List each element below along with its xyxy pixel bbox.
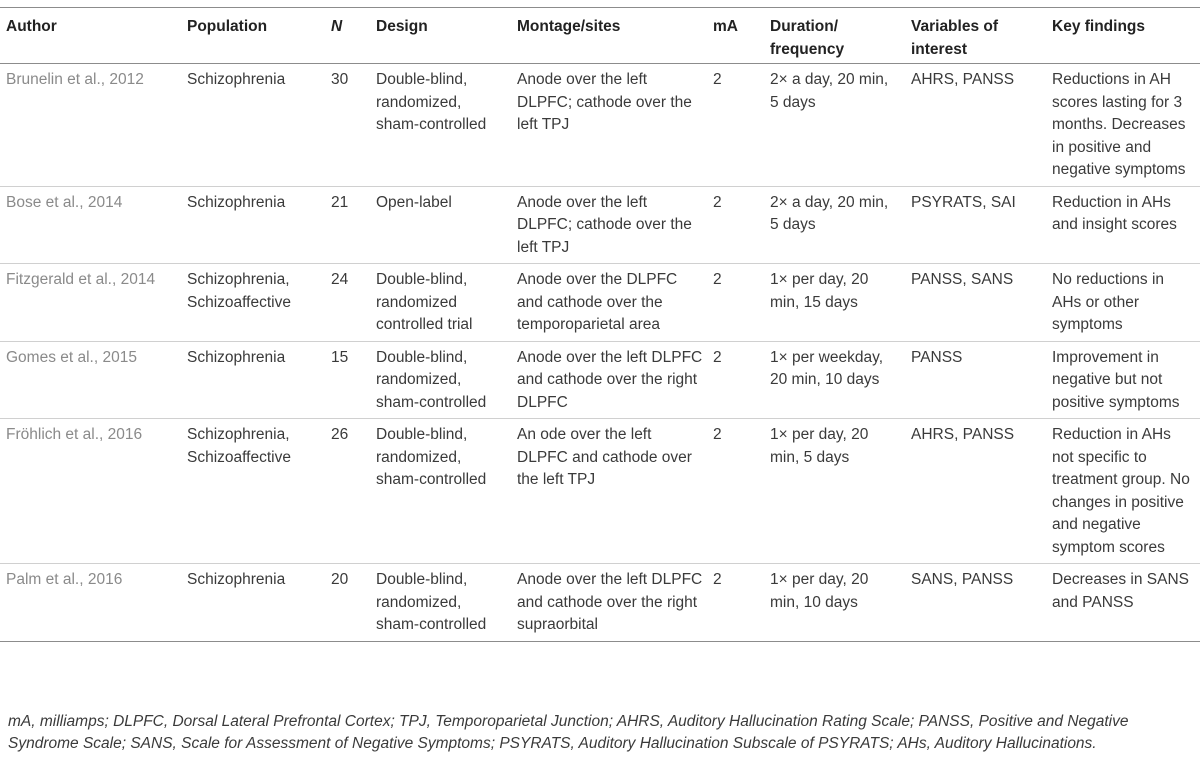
table-row	[0, 264, 1200, 342]
cell-n: 20	[325, 564, 370, 642]
cell-variables: PANSS, SANS	[905, 264, 1046, 342]
cell-n: 15	[325, 341, 370, 419]
cell-author: Fröhlich et al., 2016	[0, 419, 181, 564]
header-ma: mA	[707, 8, 764, 64]
cell-duration: 1× per day, 20 min, 5 days	[764, 419, 905, 564]
header-montage: Montage/sites	[511, 8, 707, 64]
cell-montage: Anode over the DLPFC and cathode over the temporoparietal area	[511, 264, 707, 342]
header-population: Population	[181, 8, 325, 64]
cell-author: Bose et al., 2014	[0, 186, 181, 264]
table-row	[0, 64, 1200, 187]
cell-variables: SANS, PANSS	[905, 564, 1046, 642]
cell-population: Schizophrenia	[181, 64, 325, 187]
header-row	[0, 8, 1200, 64]
cell-population: Schizophrenia	[181, 186, 325, 264]
cell-findings: Improvement in negative but not positive symptoms	[1046, 341, 1200, 419]
cell-ma: 2	[707, 341, 764, 419]
cell-author: Brunelin et al., 2012	[0, 64, 181, 187]
header-n: N	[325, 8, 370, 64]
cell-population: Schizophrenia	[181, 341, 325, 419]
cell-ma: 2	[707, 64, 764, 187]
cell-author: Gomes et al., 2015	[0, 341, 181, 419]
header-author: Author	[0, 8, 181, 64]
cell-design: Double-blind, randomized, sham-controlled	[370, 564, 511, 642]
cell-design: Double-blind, randomized, sham-controlled	[370, 341, 511, 419]
cell-findings: Reductions in AH scores lasting for 3 months. Decreases in positive and negative symptoms	[1046, 64, 1200, 187]
cell-population: Schizophrenia, Schizoaffective	[181, 264, 325, 342]
cell-duration: 2× a day, 20 min, 5 days	[764, 186, 905, 264]
header-findings: Key findings	[1046, 8, 1200, 64]
cell-findings: Reduction in AHs not specific to treatment group. No changes in positive and negative symptom scores	[1046, 419, 1200, 564]
cell-ma: 2	[707, 186, 764, 264]
table-footnote: mA, milliamps; DLPFC, Dorsal Lateral Prefrontal Cortex; TPJ, Temporoparietal Junction; AHRS, Auditory Hallucination Rating Scale; PANSS, Positive and Negative Syndrome Scale; SANS, Scale for Assessment of Negative Symptoms; PSYRATS, Auditory Hallucination Subscale of PSYRATS; AHs, Auditory Hallucinations.	[8, 713, 1129, 752]
table-row	[0, 419, 1200, 564]
cell-variables: AHRS, PANSS	[905, 419, 1046, 564]
cell-montage: Anode over the left DLPFC; cathode over the left TPJ	[511, 186, 707, 264]
cell-design: Open-label	[370, 186, 511, 264]
cell-variables: PSYRATS, SAI	[905, 186, 1046, 264]
cell-findings: No reductions in AHs or other symptoms	[1046, 264, 1200, 342]
cell-duration: 1× per day, 20 min, 15 days	[764, 264, 905, 342]
cell-author: Palm et al., 2016	[0, 564, 181, 642]
cell-design: Double-blind, randomized, sham-controlled	[370, 64, 511, 187]
cell-design: Double-blind, randomized controlled trial	[370, 264, 511, 342]
cell-duration: 1× per weekday, 20 min, 10 days	[764, 341, 905, 419]
cell-montage: Anode over the left DLPFC and cathode over the right DLPFC	[511, 341, 707, 419]
cell-population: Schizophrenia, Schizoaffective	[181, 419, 325, 564]
cell-n: 24	[325, 264, 370, 342]
header-duration: Duration/ frequency	[764, 8, 905, 64]
cell-ma: 2	[707, 419, 764, 564]
cell-n: 26	[325, 419, 370, 564]
cell-ma: 2	[707, 264, 764, 342]
header-design: Design	[370, 8, 511, 64]
cell-montage: Anode over the left DLPFC and cathode over the right supraorbital	[511, 564, 707, 642]
cell-duration: 1× per day, 20 min, 10 days	[764, 564, 905, 642]
header-variables: Variables of interest	[905, 8, 1046, 64]
cell-population: Schizophrenia	[181, 564, 325, 642]
cell-design: Double-blind, randomized, sham-controlled	[370, 419, 511, 564]
table-row	[0, 341, 1200, 419]
table-row	[0, 186, 1200, 264]
cell-ma: 2	[707, 564, 764, 642]
studies-table	[0, 7, 1200, 642]
cell-variables: AHRS, PANSS	[905, 64, 1046, 187]
cell-findings: Reduction in AHs and insight scores	[1046, 186, 1200, 264]
cell-n: 21	[325, 186, 370, 264]
cell-duration: 2× a day, 20 min, 5 days	[764, 64, 905, 187]
cell-variables: PANSS	[905, 341, 1046, 419]
cell-n: 30	[325, 64, 370, 187]
cell-author: Fitzgerald et al., 2014	[0, 264, 181, 342]
cell-findings: Decreases in SANS and PANSS	[1046, 564, 1200, 642]
cell-montage: Anode over the left DLPFC; cathode over the left TPJ	[511, 64, 707, 187]
table-row	[0, 564, 1200, 642]
cell-montage: An ode over the left DLPFC and cathode over the left TPJ	[511, 419, 707, 564]
